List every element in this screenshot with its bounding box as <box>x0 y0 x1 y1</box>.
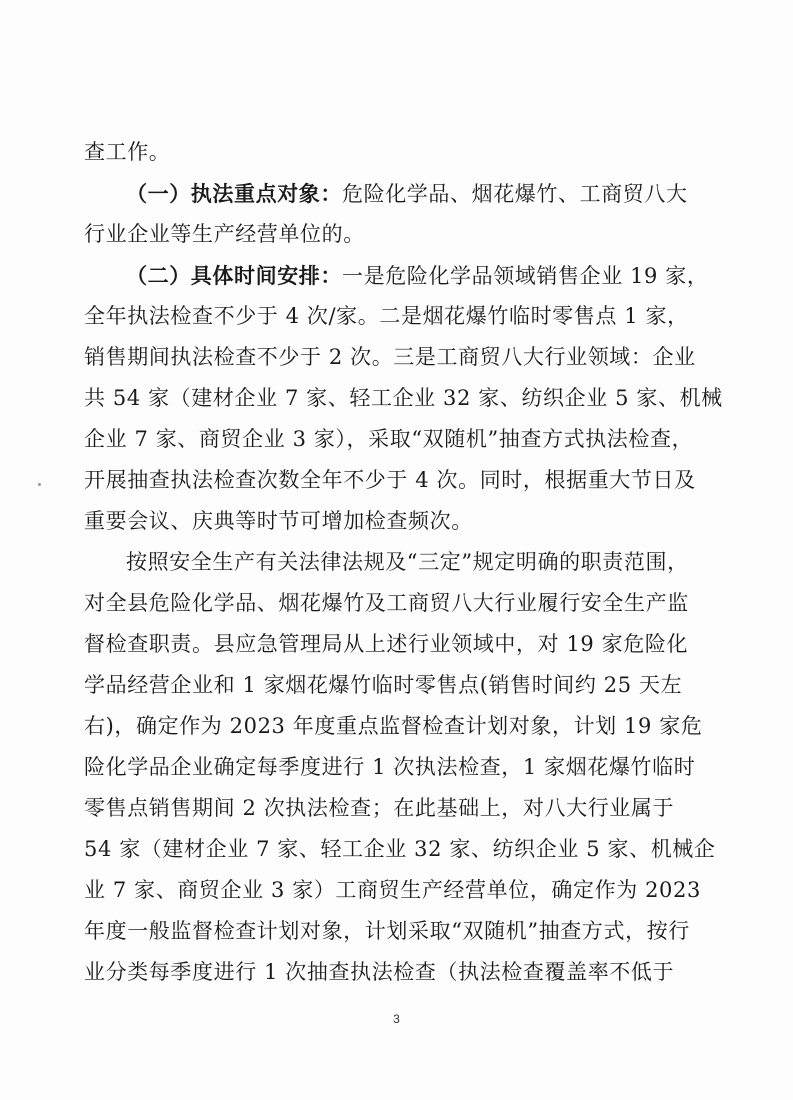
text-segment: 一是危险化学品领域销售企业 19 家， <box>342 264 709 288</box>
text-line <box>84 952 706 993</box>
text-segment: 全年执法检查不少于 4 次/家。二是烟花爆竹临时零售点 1 家， <box>84 304 689 328</box>
text-segment: 业分类每季度进行 1 次抽查执法检查（执法检查覆盖率不低于 <box>84 960 675 984</box>
text-line <box>84 788 706 829</box>
text-segment: 右)，确定作为 2023 年度重点监督检查计划对象，计划 19 家危 <box>84 714 703 738</box>
text-segment: 险化学品企业确定每季度进行 1 次执法检查，1 家烟花爆竹临时 <box>84 755 696 779</box>
text-line <box>84 624 706 665</box>
text-line <box>84 665 706 706</box>
text-segment: 行业企业等生产经营单位的。 <box>84 222 365 246</box>
text-line <box>84 747 706 788</box>
text-segment: 督检查职责。县应急管理局从上述行业领域中，对 19 家危险化 <box>84 632 689 656</box>
text-line <box>84 132 706 173</box>
text-segment: 零售点销售期间 2 次执法检查；在此基础上，对八大行业属于 <box>84 796 675 820</box>
text-line <box>84 255 709 296</box>
text-segment: 54 家（建材企业 7 家、轻工企业 32 家、纺织企业 5 家、机械企 <box>84 837 716 861</box>
text-line <box>84 214 706 255</box>
text-segment: 企业 7 家、商贸企业 3 家），采取“双随机”抽查方式执法检查， <box>84 427 694 451</box>
text-segment: 销售期间执法检查不少于 2 次。三是工商贸八大行业领域：企业 <box>84 345 696 369</box>
text-line <box>84 460 706 501</box>
text-segment: 共 54 家（建材企业 7 家、轻工企业 32 家、纺织企业 5 家、机械 <box>84 386 723 410</box>
text-segment: 年度一般监督检查计划对象，计划采取“双随机”抽查方式，按行 <box>84 919 690 943</box>
text-line <box>84 296 706 337</box>
text-segment: 开展抽查执法检查次数全年不少于 4 次。同时，根据重大节日及 <box>84 468 696 492</box>
text-line <box>84 911 706 952</box>
text-line <box>84 337 706 378</box>
text-segment: 查工作。 <box>84 140 171 164</box>
paragraph <box>84 132 706 173</box>
document-body <box>84 132 723 993</box>
text-segment: 按照安全生产有关法律法规及“三定”规定明确的职责范围， <box>126 550 689 574</box>
text-segment: 学品经营企业和 1 家烟花爆竹临时零售点(销售时间约 25 天左 <box>84 673 683 697</box>
text-line <box>84 542 706 583</box>
text-line <box>84 706 706 747</box>
paragraph <box>84 542 716 993</box>
paragraph <box>84 173 706 255</box>
text-line <box>84 419 706 460</box>
bold-heading-text: （二）具体时间安排： <box>126 263 342 288</box>
paragraph <box>84 255 723 542</box>
text-segment: 业 7 家、商贸企业 3 家）工商贸生产经营单位，确定作为 2023 <box>84 878 701 902</box>
text-line <box>84 870 706 911</box>
text-line <box>84 501 706 542</box>
text-segment: 危险化学品、烟花爆竹、工商贸八大 <box>342 182 688 206</box>
text-line <box>84 378 723 419</box>
text-segment: 重要会议、庆典等时节可增加检查频次。 <box>84 509 473 533</box>
scan-speck <box>38 483 41 486</box>
text-line <box>84 829 716 870</box>
bold-heading-text: （一）执法重点对象： <box>126 181 342 206</box>
page-number: 3 <box>393 1012 400 1026</box>
text-line <box>84 173 706 214</box>
text-line <box>84 583 706 624</box>
text-segment: 对全县危险化学品、烟花爆竹及工商贸八大行业履行安全生产监 <box>84 591 689 615</box>
